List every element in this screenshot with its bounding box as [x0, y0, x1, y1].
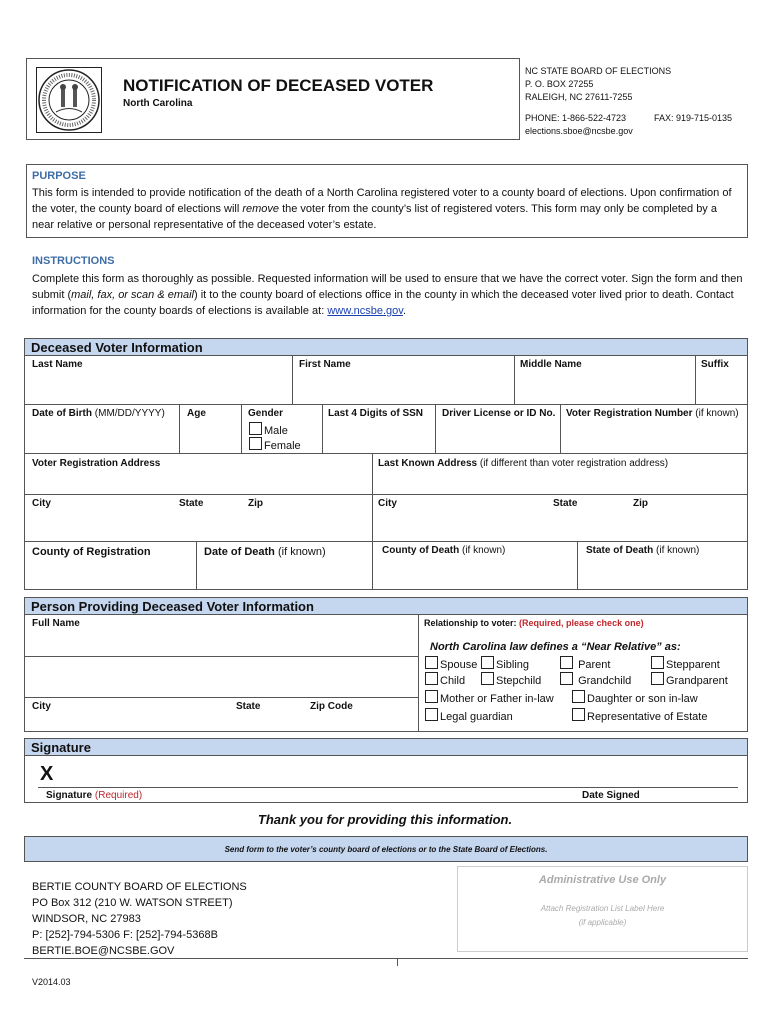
sibling-checkbox[interactable] — [481, 656, 494, 669]
instructions-heading: INSTRUCTIONS — [32, 255, 115, 267]
suffix-label: Suffix — [701, 359, 729, 370]
col-divider — [514, 355, 515, 404]
last-zip-label: Zip — [633, 498, 648, 509]
col-divider — [179, 404, 180, 453]
col-divider — [372, 453, 373, 590]
signature-section-header: Signature — [24, 738, 748, 756]
county-board-address: PO Box 312 (210 W. WATSON STREET) — [32, 897, 233, 909]
deceased-section-header: Deceased Voter Information — [24, 338, 748, 356]
col-divider — [577, 541, 578, 590]
option-legal-guardian[interactable]: Legal guardian — [425, 708, 513, 723]
last-name-label: Last Name — [32, 359, 83, 370]
provider-state-label: State — [236, 701, 261, 712]
col-divider — [435, 404, 436, 453]
seal-icon — [36, 67, 102, 133]
row-divider — [24, 453, 748, 454]
zip-label: Zip — [248, 498, 263, 509]
admin-label-line2: (if applicable) — [578, 918, 627, 927]
header-divider — [519, 58, 520, 140]
form-subtitle: North Carolina — [123, 98, 193, 109]
ssn-label: Last 4 Digits of SSN — [328, 408, 424, 419]
agency-phone: PHONE: 1-866-522-4723 — [525, 113, 627, 123]
county-death-label: County of Death (if known) — [382, 545, 506, 556]
age-label: Age — [187, 408, 206, 419]
last-city-label: City — [378, 498, 397, 509]
row-divider — [24, 656, 418, 657]
state-label: State — [179, 498, 204, 509]
purpose-heading: PURPOSE — [32, 170, 86, 182]
agency-city: RALEIGH, NC 27611-7255 — [525, 92, 633, 102]
stepparent-checkbox[interactable] — [651, 656, 664, 669]
send-note-text: Send form to the voter’s county board of elections or to the State Board of Elections. — [224, 845, 548, 854]
col-divider — [695, 355, 696, 404]
child-in-law-checkbox[interactable] — [572, 690, 585, 703]
date-signed-label: Date Signed — [582, 790, 640, 801]
middle-name-label: Middle Name — [520, 359, 582, 370]
city-label: City — [32, 498, 51, 509]
form-version: V2014.03 — [32, 977, 71, 987]
parent-checkbox[interactable] — [560, 656, 573, 669]
admin-use-title: Administrative Use Only — [538, 874, 667, 886]
spouse-checkbox[interactable] — [425, 656, 438, 669]
provider-zip-label: Zip Code — [310, 701, 353, 712]
option-parent[interactable]: Parent — [560, 656, 610, 671]
gender-male-option[interactable]: Male — [249, 422, 288, 437]
row-divider — [24, 697, 418, 698]
provider-city-label: City — [32, 701, 51, 712]
option-representative[interactable]: Representative of Estate — [572, 708, 707, 723]
state-death-label: State of Death (if known) — [586, 545, 700, 556]
male-checkbox[interactable] — [249, 422, 262, 435]
option-parent-in-law[interactable]: Mother or Father in-law — [425, 690, 554, 705]
signature-field[interactable] — [60, 760, 540, 786]
option-child[interactable]: Child — [425, 672, 465, 687]
agency-email[interactable]: elections.sboe@ncsbe.gov — [525, 126, 633, 136]
option-child-in-law[interactable]: Daughter or son in-law — [572, 690, 698, 705]
relationship-label: Relationship to voter: (Required, please check one) — [424, 618, 644, 628]
near-relative-note: North Carolina law defines a “Near Relative” as: — [430, 641, 681, 653]
legal-guardian-checkbox[interactable] — [425, 708, 438, 721]
col-divider — [560, 404, 561, 453]
agency-po-box: P. O. BOX 27255 — [525, 79, 594, 89]
admin-label-line1: Attach Registration List Label Here — [540, 904, 665, 913]
footer-divider — [24, 958, 748, 959]
first-name-label: First Name — [299, 359, 351, 370]
county-board-email: BERTIE.BOE@NCSBE.GOV — [32, 945, 175, 957]
agency-fax: FAX: 919-715-0135 — [654, 113, 733, 123]
col-divider — [196, 541, 197, 590]
col-divider — [418, 614, 419, 732]
date-signed-field[interactable] — [560, 760, 730, 786]
gender-label: Gender — [248, 408, 284, 419]
option-stepparent[interactable]: Stepparent — [651, 656, 720, 671]
signature-line — [38, 787, 738, 788]
option-grandparent[interactable]: Grandparent — [651, 672, 728, 687]
col-divider — [322, 404, 323, 453]
child-checkbox[interactable] — [425, 672, 438, 685]
grandparent-checkbox[interactable] — [651, 672, 664, 685]
option-stepchild[interactable]: Stepchild — [481, 672, 541, 687]
form-title: NOTIFICATION OF DECEASED VOTER — [123, 76, 434, 95]
provider-section-header: Person Providing Deceased Voter Information — [24, 597, 748, 615]
agency-name: NC STATE BOARD OF ELECTIONS — [525, 66, 672, 76]
instructions-text: Complete this form as thoroughly as possible. Requested information will be used to ensure that we have the correct voter. Sign the form and then submit (mail, fax, or scan & email) it to the county board of elections office in the county in which the deceased voter lived prior to death. Contact information for the county boards of elections is available at: www.ncsbe.gov. — [32, 273, 743, 317]
option-spouse[interactable]: Spouse — [425, 656, 477, 671]
county-board-name: BERTIE COUNTY BOARD OF ELECTIONS — [32, 881, 247, 893]
parent-in-law-checkbox[interactable] — [425, 690, 438, 703]
grandchild-checkbox[interactable] — [560, 672, 573, 685]
stepchild-checkbox[interactable] — [481, 672, 494, 685]
col-divider — [292, 355, 293, 404]
footer-vertical — [397, 958, 398, 966]
purpose-text: This form is intended to provide notification of the death of a North Carolina registered voter to a county board of elections. Upon confirmation of the voter, the county board of elections will remove the voter from the county’s list of registered voters. This form may only be completed by a near relative or personal representative of the deceased voter’s estate. — [32, 187, 732, 231]
col-divider — [241, 404, 242, 453]
gender-female-option[interactable]: Female — [249, 437, 301, 452]
reg-address-label: Voter Registration Address — [32, 458, 161, 469]
signature-x-mark: X — [40, 763, 54, 785]
voter-reg-label: Voter Registration Number (if known) — [566, 408, 739, 419]
ncsbe-link[interactable]: www.ncsbe.gov — [327, 305, 403, 317]
female-checkbox[interactable] — [249, 437, 262, 450]
option-grandchild[interactable]: Grandchild — [560, 672, 631, 687]
state-seal — [36, 67, 102, 133]
representative-checkbox[interactable] — [572, 708, 585, 721]
county-board-phone: P: [252]-794-5306 F: [252]-794-5368B — [32, 929, 218, 941]
dob-label: Date of Birth (MM/DD/YYYY) — [32, 408, 165, 419]
option-sibling[interactable]: Sibling — [481, 656, 529, 671]
row-divider — [24, 541, 748, 542]
row-divider — [24, 404, 748, 405]
county-board-city: WINDSOR, NC 27983 — [32, 913, 141, 925]
thank-you-text: Thank you for providing this information. — [257, 812, 513, 827]
row-divider — [24, 494, 748, 495]
date-death-label: Date of Death (if known) — [204, 546, 326, 558]
full-name-label: Full Name — [32, 618, 80, 629]
send-note-bar — [24, 836, 748, 862]
license-label: Driver License or ID No. — [442, 408, 556, 419]
signature-label: Signature (Required) — [46, 790, 143, 801]
county-reg-label: County of Registration — [32, 546, 151, 558]
last-state-label: State — [553, 498, 578, 509]
last-address-label: Last Known Address (if different than voter registration address) — [378, 458, 669, 469]
